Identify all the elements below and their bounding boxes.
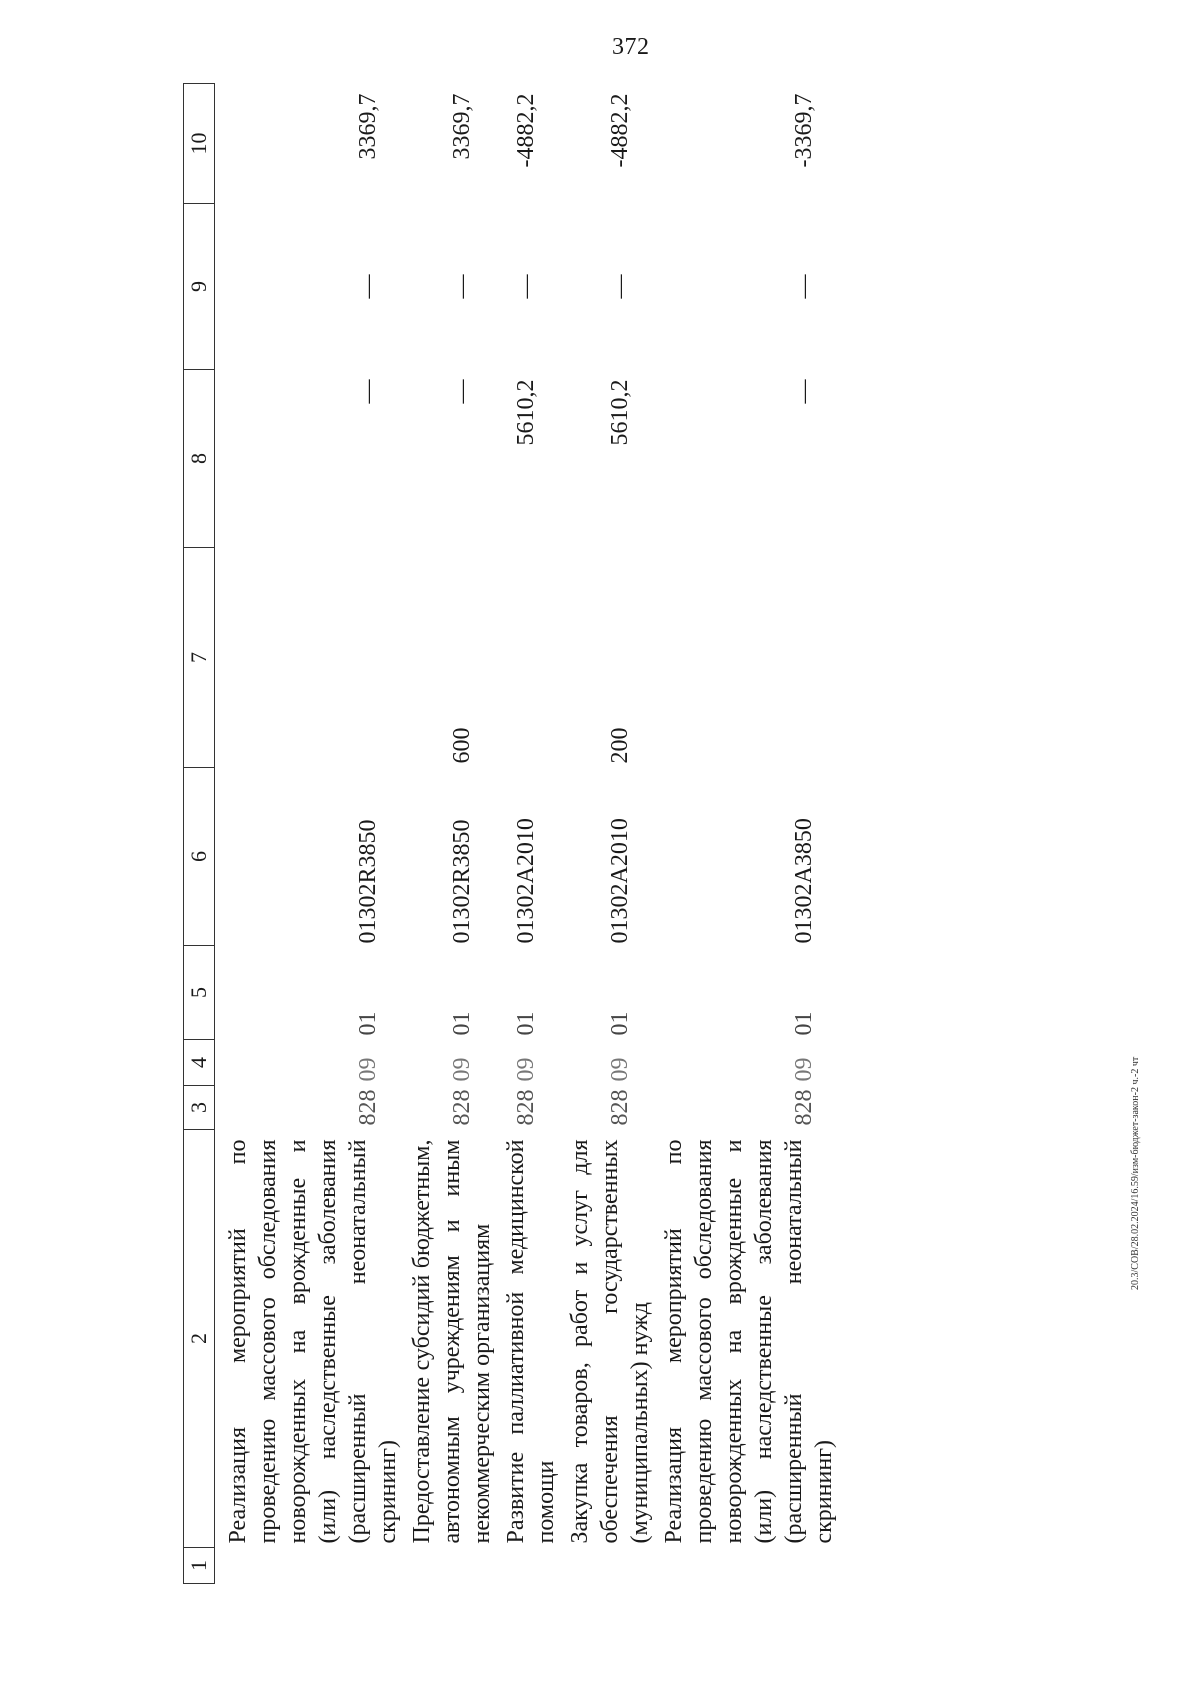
header-col-10: 10 — [184, 84, 215, 204]
cell-code: 01302R3850 — [355, 819, 381, 944]
table-row — [561, 84, 655, 1584]
cell-description: Реализация мероприятий по проведению массового обследования новорожденных на врожденные и (или) наследственные заболевания (расширенный неонатальный скрининг) — [661, 1139, 837, 1544]
cell-col-7: 200 — [607, 727, 633, 764]
cell-col-5: 01 — [607, 1011, 633, 1036]
cell-code: 01302R3850 — [449, 819, 475, 944]
cell-col-9: — — [355, 274, 381, 299]
cell-col-10: 3369,7 — [355, 93, 381, 160]
cell-col-1 — [655, 1548, 839, 1584]
header-col-1: 1 — [184, 1548, 215, 1584]
cell-col-4: 09 — [791, 1057, 817, 1082]
cell-col-10: 3369,7 — [449, 93, 475, 160]
header-col-5: 5 — [184, 946, 215, 1040]
cell-col-8: — — [355, 379, 381, 404]
header-col-6: 6 — [184, 768, 215, 946]
cell-col-10: -4882,2 — [513, 93, 539, 168]
cell-col-3: 828 — [791, 1089, 817, 1126]
page-number: 372 — [612, 34, 650, 60]
cell-col-8: 5610,2 — [513, 379, 539, 446]
cell-col-9: — — [513, 274, 539, 299]
rotated-table-container — [183, 84, 1083, 1584]
cell-col-7: 600 — [449, 727, 475, 764]
cell-col-5: 01 — [355, 1011, 381, 1036]
cell-code: 01302А2010 — [513, 818, 539, 944]
cell-col-1 — [497, 1548, 561, 1584]
cell-col-9: — — [449, 274, 475, 299]
cell-col-4: 09 — [449, 1057, 475, 1082]
cell-col-4: 09 — [607, 1057, 633, 1082]
cell-col-10: -3369,7 — [791, 93, 817, 168]
cell-description: Предоставление субсидий бюджетным, автономным учреждениям и иным некоммерческим организациям — [409, 1139, 495, 1544]
table-row — [215, 84, 404, 1584]
header-col-9: 9 — [184, 204, 215, 370]
document-footer-stamp: 20.3/СОВ/28.02.2024/16.59/изм-бюджет-закон-2 ч.-2 чт — [1130, 1056, 1141, 1290]
cell-description: Развитие паллиативной медицинской помощи — [503, 1139, 559, 1544]
cell-col-3: 828 — [513, 1089, 539, 1126]
header-col-8: 8 — [184, 370, 215, 548]
header-col-3: 3 — [184, 1086, 215, 1130]
cell-col-3: 828 — [355, 1089, 381, 1126]
cell-col-7 — [215, 548, 404, 768]
cell-code: 01302А3850 — [791, 818, 817, 944]
table-row — [403, 84, 497, 1584]
cell-col-9: — — [791, 274, 817, 299]
cell-col-3: 828 — [449, 1089, 475, 1126]
table-row — [497, 84, 561, 1584]
cell-col-4: 09 — [355, 1057, 381, 1082]
cell-col-4: 09 — [513, 1057, 539, 1082]
header-col-2: 2 — [184, 1130, 215, 1548]
cell-col-8: — — [449, 379, 475, 404]
cell-col-7 — [655, 548, 839, 768]
cell-col-5: 01 — [513, 1011, 539, 1036]
cell-col-1 — [561, 1548, 655, 1584]
budget-table — [183, 83, 839, 1584]
table-row — [655, 84, 839, 1584]
cell-description: Закупка товаров, работ и услуг для обеспечения государственных (муниципальных) нужд — [567, 1139, 653, 1544]
cell-col-1 — [215, 1548, 404, 1584]
cell-col-7 — [497, 548, 561, 768]
cell-col-10: -4882,2 — [607, 93, 633, 168]
cell-col-5: 01 — [791, 1011, 817, 1036]
cell-description: Реализация мероприятий по проведению массового обследования новорожденных на врожденные и (или) наследственные заболевания (расширенный неонатальный скрининг) — [225, 1139, 401, 1544]
cell-col-9: — — [607, 274, 633, 299]
cell-col-5: 01 — [449, 1011, 475, 1036]
cell-col-8: — — [791, 379, 817, 404]
cell-col-3: 828 — [607, 1089, 633, 1126]
header-col-7: 7 — [184, 548, 215, 768]
cell-code: 01302А2010 — [607, 818, 633, 944]
cell-col-8: 5610,2 — [607, 379, 633, 446]
header-col-4: 4 — [184, 1040, 215, 1086]
table-header-row — [184, 84, 215, 1584]
cell-col-1 — [403, 1548, 497, 1584]
